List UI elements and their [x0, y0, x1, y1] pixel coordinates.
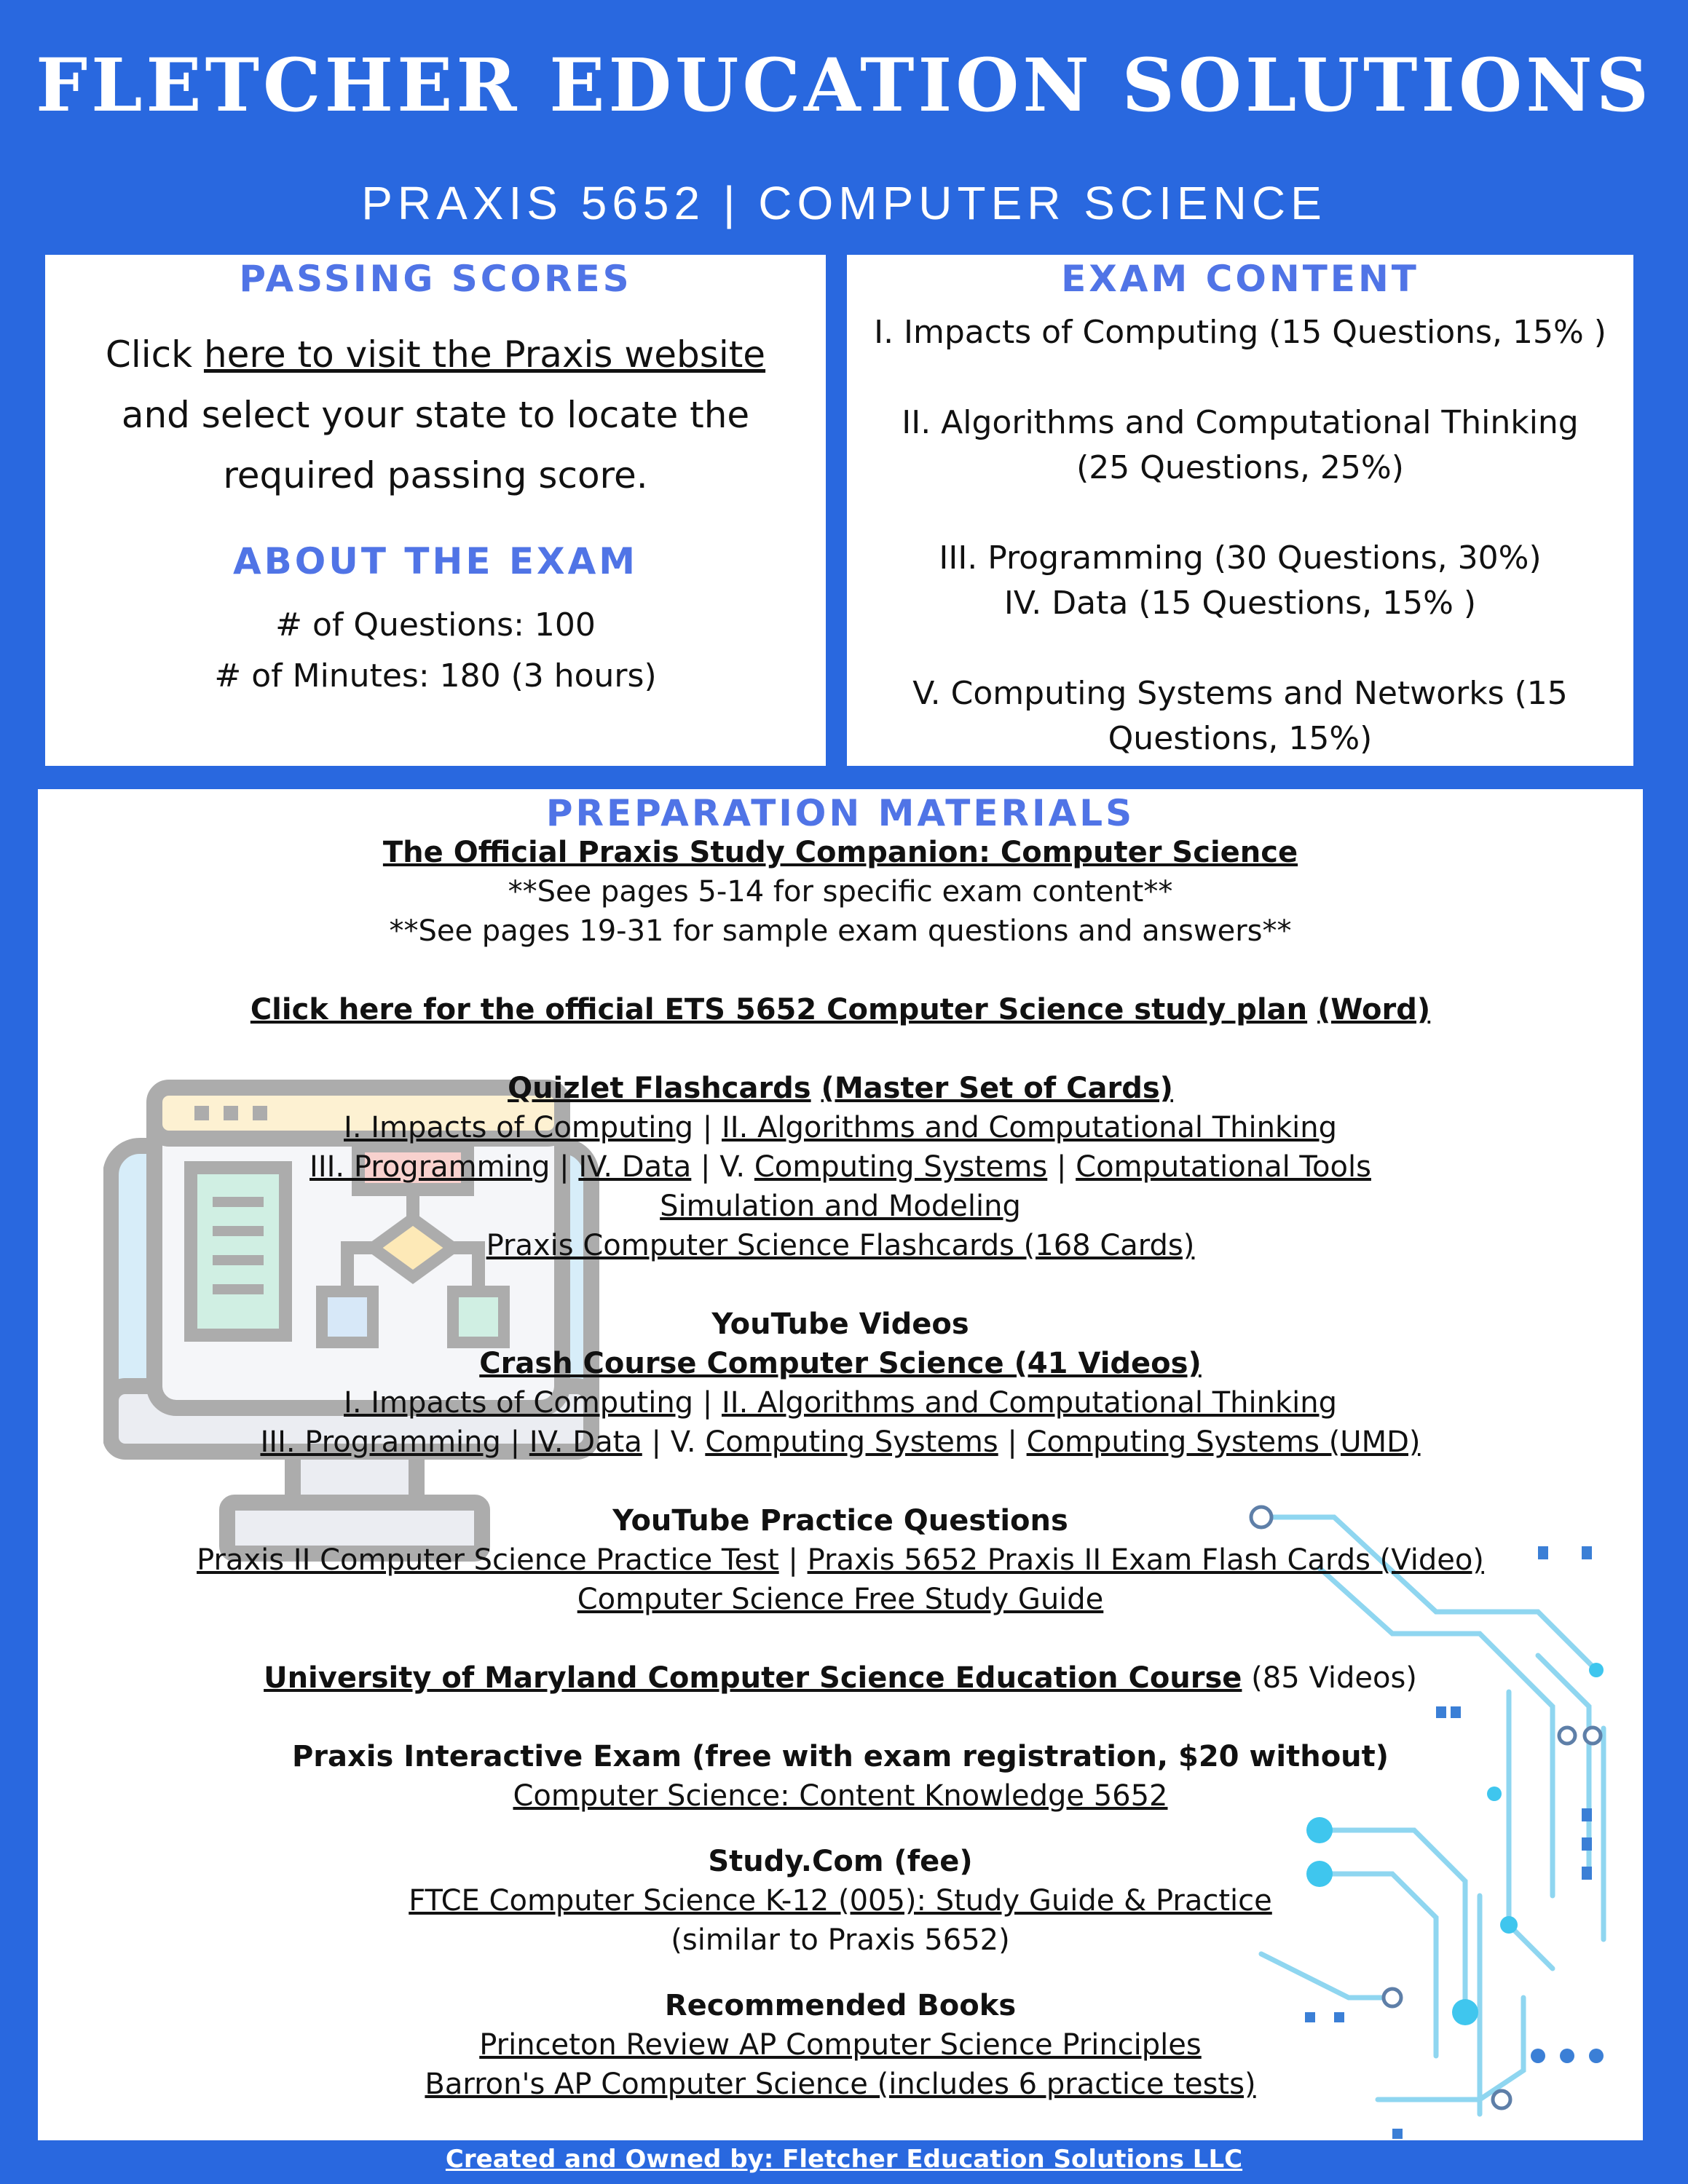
minute-count: # of Minutes: 180 (3 hours) — [214, 657, 657, 695]
princeton-review-link[interactable]: Princeton Review AP Computer Science Principles — [479, 2028, 1202, 2062]
quizlet-tools-link[interactable]: Computational Tools — [1076, 1150, 1371, 1184]
passing-prefix: Click — [105, 333, 204, 376]
preparation-list — [38, 833, 1643, 2104]
page-title: FLETCHER EDUCATION SOLUTIONS — [36, 42, 1652, 128]
separator: | — [500, 1425, 529, 1459]
separator: | — [693, 1111, 722, 1144]
separator: | — [778, 1543, 808, 1577]
study-plan-link[interactable]: Click here for the official ETS 5652 Computer Science study plan — [250, 993, 1308, 1026]
study-companion-link[interactable]: The Official Praxis Study Companion: Computer Science — [382, 836, 1298, 869]
video-algorithms-link[interactable]: II. Algorithms and Computational Thinking — [721, 1386, 1337, 1420]
crash-course-link[interactable]: Crash Course Computer Science (41 Videos) — [479, 1347, 1202, 1380]
quizlet-algorithms-link[interactable]: II. Algorithms and Computational Thinking — [721, 1111, 1337, 1144]
video-v-prefix: V. — [670, 1425, 706, 1459]
barrons-link[interactable]: Barron's AP Computer Science (includes 6 practice tests) — [425, 2068, 1256, 2101]
umd-video-count: (85 Videos) — [1242, 1661, 1417, 1695]
passing-line2: and select your state to locate the — [121, 394, 750, 436]
question-count: # of Questions: 100 — [275, 606, 596, 644]
ftce-link[interactable]: FTCE Computer Science K-12 (005): Study Guide & Practice — [409, 1884, 1272, 1918]
quizlet-simulation-link[interactable]: Simulation and Modeling — [660, 1190, 1021, 1223]
video-systems-link[interactable]: Computing Systems — [705, 1425, 998, 1459]
content-item-2b: (25 Questions, 25%) — [1076, 449, 1404, 486]
video-impacts-link[interactable]: I. Impacts of Computing — [344, 1386, 694, 1420]
separator: | — [642, 1425, 671, 1459]
separator: | — [691, 1150, 720, 1184]
quizlet-flashcards-link[interactable]: Praxis Computer Science Flashcards (168 Cards) — [486, 1229, 1195, 1262]
practice-questions-heading: YouTube Practice Questions — [612, 1504, 1068, 1538]
passing-line3: required passing score. — [223, 454, 648, 496]
pages-note-2: **See pages 19-31 for sample exam questions and answers** — [389, 914, 1292, 948]
practice-test-link[interactable]: Praxis II Computer Science Practice Test — [197, 1543, 779, 1577]
content-item-3: III. Programming (30 Questions, 30%) — [939, 539, 1542, 577]
quizlet-v-prefix: V. — [719, 1150, 754, 1184]
quizlet-master-link[interactable]: (Master Set of Cards) — [821, 1072, 1173, 1105]
praxis-website-link[interactable]: here to visit the Praxis website — [203, 333, 766, 376]
separator: | — [998, 1425, 1027, 1459]
books-heading: Recommended Books — [664, 1989, 1017, 2022]
flash-cards-video-link[interactable]: Praxis 5652 Praxis II Exam Flash Cards (Video) — [807, 1543, 1484, 1577]
about-exam-heading: ABOUT THE EXAM — [232, 540, 639, 582]
content-item-5b: Questions, 15%) — [1108, 720, 1373, 757]
quizlet-systems-link[interactable]: Computing Systems — [754, 1150, 1048, 1184]
video-systems-umd-link[interactable]: Computing Systems (UMD) — [1026, 1425, 1421, 1459]
left-panel — [45, 255, 826, 766]
right-panel — [847, 255, 1633, 766]
free-study-guide-link[interactable]: Computer Science Free Study Guide — [577, 1583, 1104, 1616]
passing-scores-text — [45, 325, 826, 506]
youtube-videos-heading: YouTube Videos — [711, 1307, 969, 1341]
content-item-1: I. Impacts of Computing (15 Questions, 15% ) — [874, 314, 1606, 351]
separator: | — [550, 1150, 579, 1184]
umd-course-link[interactable]: University of Maryland Computer Science Education Course — [264, 1661, 1242, 1695]
content-item-4: IV. Data (15 Questions, 15% ) — [1003, 585, 1477, 622]
study-plan-word-link[interactable]: (Word) — [1317, 993, 1431, 1026]
studycom-heading: Study.Com (fee) — [708, 1845, 973, 1878]
quizlet-impacts-link[interactable]: I. Impacts of Computing — [344, 1111, 694, 1144]
page-subtitle: PRAXIS 5652 | COMPUTER SCIENCE — [361, 177, 1327, 229]
preparation-heading: PREPARATION MATERIALS — [545, 792, 1135, 834]
content-item-2a: II. Algorithms and Computational Thinking — [902, 404, 1579, 441]
exam-content-heading: EXAM CONTENT — [1061, 258, 1419, 300]
video-programming-link[interactable]: III. Programming — [260, 1425, 501, 1459]
video-data-link[interactable]: IV. Data — [529, 1425, 642, 1459]
interactive-exam-heading: Praxis Interactive Exam (free with exam registration, $20 without) — [291, 1740, 1389, 1773]
studycom-note: (similar to Praxis 5652) — [671, 1923, 1010, 1957]
about-exam-text — [45, 600, 826, 702]
quizlet-link[interactable]: Quizlet Flashcards — [508, 1072, 811, 1105]
separator: | — [693, 1386, 722, 1420]
pages-note-1: **See pages 5-14 for specific exam content** — [508, 875, 1173, 909]
separator: | — [1047, 1150, 1076, 1184]
passing-scores-heading: PASSING SCORES — [239, 258, 632, 300]
quizlet-data-link[interactable]: IV. Data — [578, 1150, 692, 1184]
quizlet-programming-link[interactable]: III. Programming — [309, 1150, 551, 1184]
content-item-5a: V. Computing Systems and Networks (15 — [912, 675, 1568, 712]
exam-content-list — [847, 310, 1633, 761]
footer-credit[interactable]: Created and Owned by: Fletcher Education Solutions LLC — [445, 2145, 1243, 2174]
preparation-panel — [38, 789, 1643, 2140]
content-knowledge-link[interactable]: Computer Science: Content Knowledge 5652 — [513, 1779, 1168, 1813]
